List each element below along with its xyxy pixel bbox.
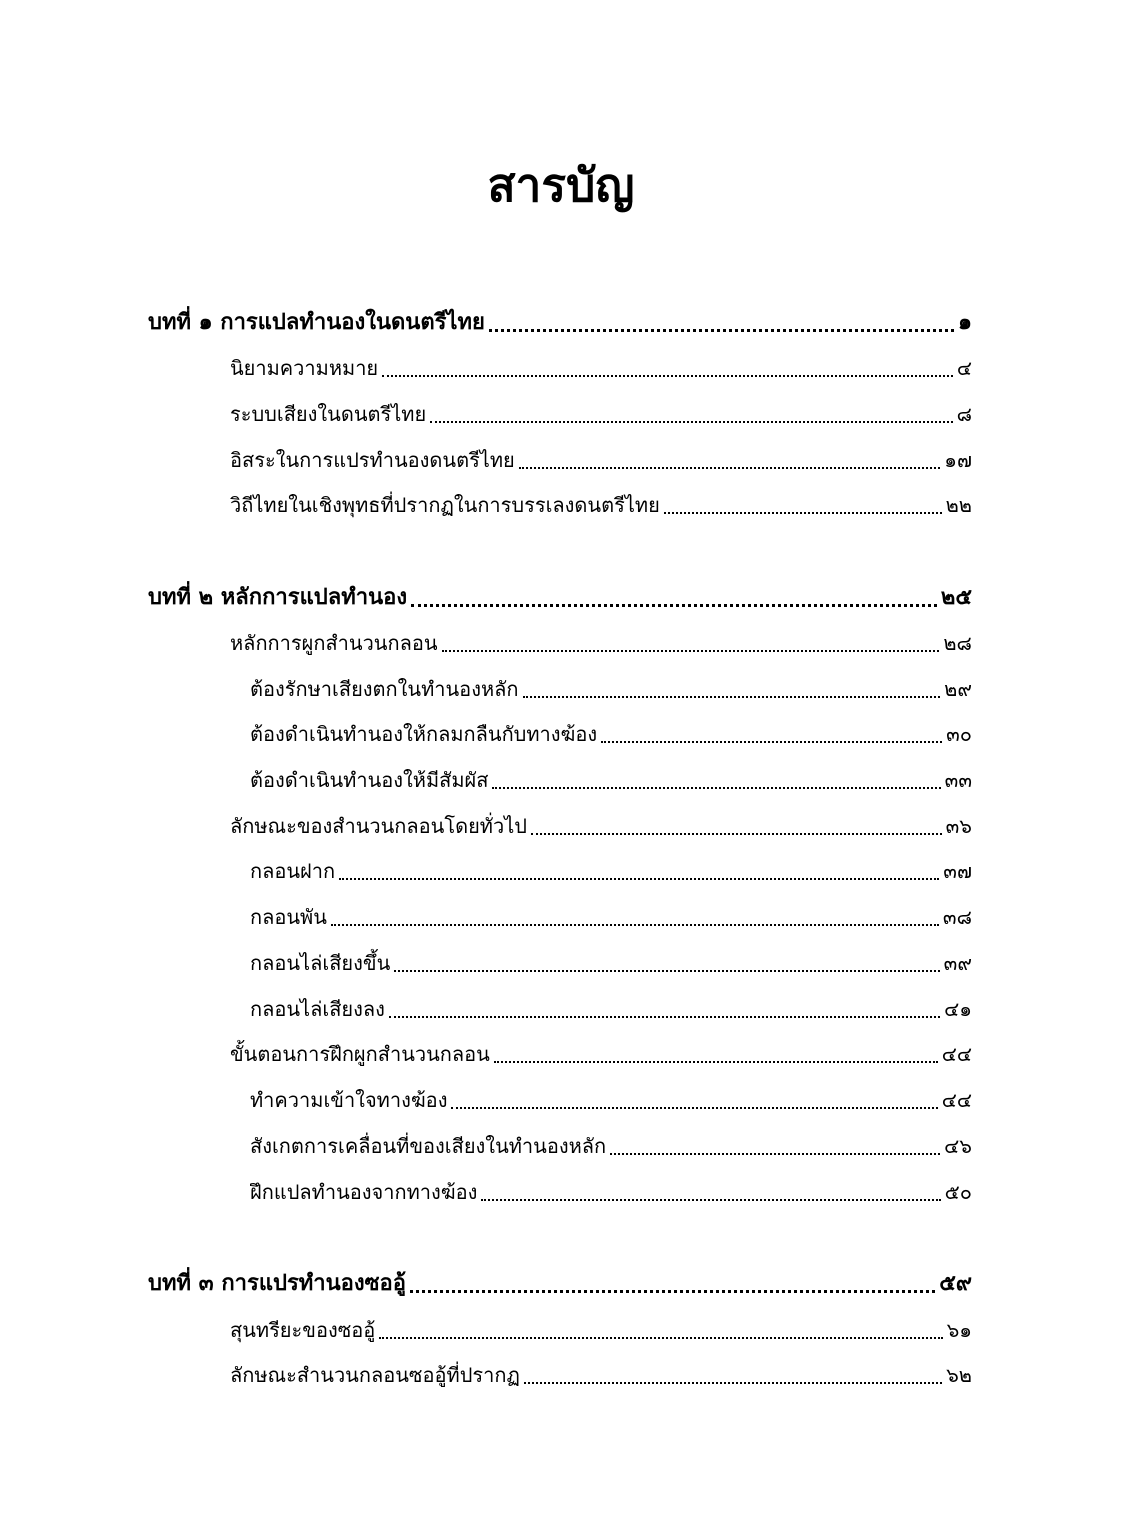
dot-leader <box>481 1199 940 1201</box>
dot-leader <box>430 421 952 423</box>
dot-leader <box>389 1016 940 1018</box>
dot-leader <box>394 970 939 972</box>
toc-page-number: ๒๕ <box>940 585 972 610</box>
toc-page-number: ๓๐ <box>946 722 972 746</box>
toc-page-number: ๘ <box>956 402 972 426</box>
toc-entry-label: ลักษณะสำนวนกลอนซออู้ที่ปรากฏ <box>230 1363 520 1387</box>
toc-entry-label: สังเกตการเคลื่อนที่ของเสียงในทำนองหลัก <box>250 1134 607 1158</box>
toc-subsection <box>250 1128 972 1164</box>
toc-entry-label: กลอนฝาก <box>250 859 336 883</box>
toc-subsection <box>250 899 972 935</box>
toc-page-number: ๓๘ <box>942 905 972 929</box>
dot-leader <box>442 650 940 652</box>
dot-leader <box>524 1382 942 1384</box>
toc-page-number: ๒๘ <box>943 631 972 655</box>
toc-section <box>230 808 972 844</box>
dot-leader <box>410 1290 935 1293</box>
toc-entry-label: กลอนไล่เสียงลง <box>250 997 385 1021</box>
toc-page-number: ๓๓ <box>944 768 972 792</box>
toc-page-number: ๓๙ <box>943 951 972 975</box>
toc-subsection <box>250 716 972 752</box>
dot-leader <box>339 878 939 880</box>
toc-page-number: ๓๖ <box>945 814 972 838</box>
toc-entry-label: วิถีไทยในเชิงพุทธที่ปรากฏในการบรรเลงดนตรีไทย <box>230 493 660 517</box>
toc-section <box>230 1357 972 1393</box>
toc-subsection <box>250 671 972 707</box>
toc-subsection <box>250 853 972 889</box>
toc-section <box>230 350 972 386</box>
toc-entry-label: บทที่ ๓ การแปรทำนองซออู้ <box>148 1271 406 1296</box>
toc-entry-label: ต้องดำเนินทำนองให้กลมกลืนกับทางฆ้อง <box>250 722 598 746</box>
toc-section <box>230 1312 972 1348</box>
dot-leader <box>382 375 953 377</box>
toc-page-number: ๓๗ <box>943 859 972 883</box>
toc-entry-label: อิสระในการแปรทำนองดนตรีไทย <box>230 448 515 472</box>
toc-entry-label: นิยามความหมาย <box>230 356 379 380</box>
toc-entry-label: หลักการผูกสำนวนกลอน <box>230 631 438 655</box>
toc-entry-label: ต้องรักษาเสียงตกในทำนองหลัก <box>250 677 519 701</box>
toc-page-number: ๑๗ <box>944 448 972 472</box>
dot-leader <box>601 741 942 743</box>
dot-leader <box>331 924 939 926</box>
dot-leader <box>379 1337 942 1339</box>
toc-chapter-2 <box>148 580 972 616</box>
toc-entry-label: บทที่ ๒ หลักการแปลทำนอง <box>148 585 408 610</box>
toc-page-number: ๖๒ <box>946 1363 972 1387</box>
dot-leader <box>489 329 954 332</box>
toc-entry-label: ลักษณะของสำนวนกลอนโดยทั่วไป <box>230 814 527 838</box>
toc-section <box>230 487 972 523</box>
toc-entry-label: กลอนไล่เสียงขึ้น <box>250 951 391 975</box>
toc-entry-label: สุนทรียะของซออู้ <box>230 1318 376 1342</box>
toc-page-number: ๒๒ <box>945 493 972 517</box>
toc-entry-label: บทที่ ๑ การแปลทำนองในดนตรีไทย <box>148 310 485 335</box>
toc-section <box>230 396 972 432</box>
toc-page-number: ๕๙ <box>939 1271 972 1296</box>
dot-leader <box>411 604 937 607</box>
dot-leader <box>531 833 942 835</box>
toc-page-number: ๔๑ <box>944 997 972 1021</box>
toc-page-number: ๔ <box>956 356 972 380</box>
toc-chapter-1 <box>148 305 972 341</box>
dot-leader <box>610 1153 940 1155</box>
toc-page-number: ๔๔ <box>941 1088 972 1112</box>
toc-entry-label: ต้องดำเนินทำนองให้มีสัมผัส <box>250 768 489 792</box>
toc-section <box>230 625 972 661</box>
dot-leader <box>664 512 942 514</box>
toc-entry-label: กลอนพัน <box>250 905 327 929</box>
toc-subsection <box>250 1174 972 1210</box>
toc-page-number: ๑ <box>958 310 972 335</box>
toc-section <box>230 1036 972 1072</box>
toc-subsection <box>250 1082 972 1118</box>
dot-leader <box>494 1061 938 1063</box>
toc-subsection <box>250 991 972 1027</box>
page-title: สารบัญ <box>487 158 635 212</box>
toc-page-number: ๕๐ <box>944 1180 972 1204</box>
toc-entry-label: ทำความเข้าใจทางฆ้อง <box>250 1088 448 1112</box>
toc-entry-label: ระบบเสียงในดนตรีไทย <box>230 402 427 426</box>
toc-page-number: ๔๔ <box>941 1042 972 1066</box>
toc-page-number: ๒๙ <box>944 677 972 701</box>
toc-page-number: ๖๑ <box>946 1318 972 1342</box>
toc-subsection <box>250 762 972 798</box>
toc-chapter-3 <box>148 1266 972 1302</box>
toc-subsection <box>250 945 972 981</box>
toc-entry-label: ขั้นตอนการฝึกผูกสำนวนกลอน <box>230 1042 490 1066</box>
dot-leader <box>492 787 940 789</box>
toc-page-number: ๔๖ <box>944 1134 972 1158</box>
toc-section <box>230 442 972 478</box>
dot-leader <box>519 467 941 469</box>
toc-entry-label: ฝึกแปลทำนองจากทางฆ้อง <box>250 1180 478 1204</box>
dot-leader <box>523 696 941 698</box>
dot-leader <box>451 1107 937 1109</box>
